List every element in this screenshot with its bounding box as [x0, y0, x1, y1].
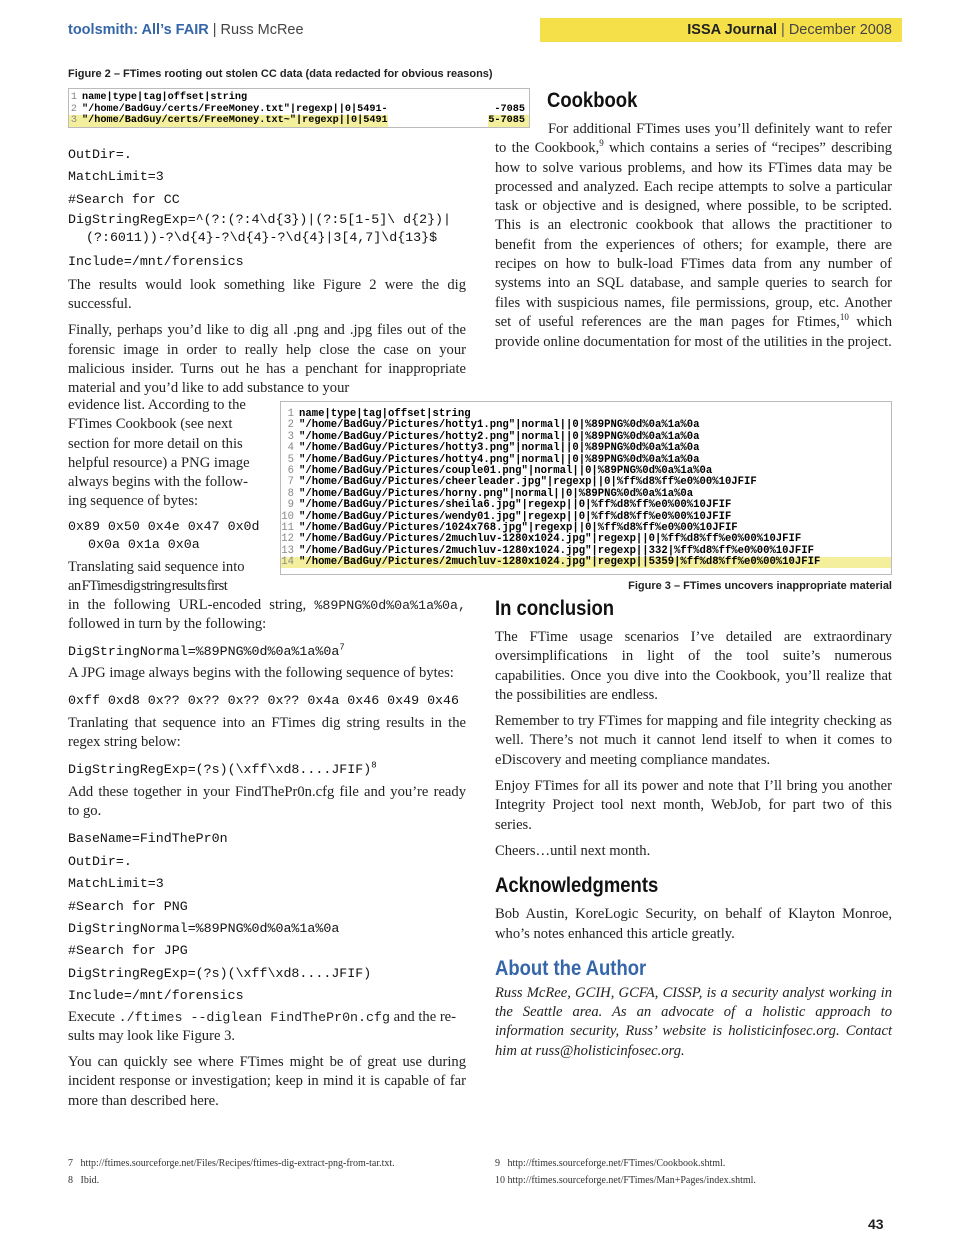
- line-number: 5: [287, 453, 294, 466]
- figure-3-line: [281, 534, 891, 545]
- figure-3-line: [281, 557, 891, 568]
- footnote-10: 10 http://ftimes.sourceforge.net/FTimes/Man+Pages/index.shtml.: [495, 1175, 756, 1186]
- header-author: Russ McRee: [220, 22, 304, 38]
- left-column-lower: [68, 596, 466, 1118]
- section-title-acknowledgments: Acknowledgments: [495, 874, 659, 898]
- config-block-findthepr0n: [68, 828, 466, 1007]
- line-number: 8: [287, 487, 294, 500]
- left-column: [68, 144, 466, 398]
- config-block-cc: [68, 144, 466, 211]
- paragraph-conclusion-1: The FTime usage scenarios I’ve detailed are extraordinary oversimplifications in light of the tool suite’s numerous capabilities. Once you dive into the Cookbook, you’ll realize that the possibilities are endless.: [495, 629, 892, 703]
- config-line: OutDir=.: [68, 147, 132, 162]
- code-dig-string-normal: $DigStringNormal=\%89PNG\%0d\%0a\%1a\%0a^7$: [68, 642, 345, 659]
- paragraph-finally: Finally, perhaps you’d like to dig all .png and .jpg files out of the forensic image in order to really help close the case on your malicious insider. Turns out he has a penchant for inappropriate material and you’d like to add substance to your: [68, 322, 466, 397]
- footnote-ref-9: 9: [599, 138, 604, 149]
- config-regex-cc: DigStringRegExp=^(?:(?:4\d{3})|(?:5[1-5]\ d{2})|(?:6011))-?\d{4}-?\d{4}-?\d{4}|3[4,7]\d{13}$: [68, 212, 452, 246]
- line-text: "/home/BadGuy/Pictures/sheila6.jpg"|regexp||0|%ff%d8%ff%e0%00%10JFIF: [299, 499, 732, 512]
- config-line: Include=/mnt/forensics: [68, 988, 244, 1004]
- config-line: BaseName=FindThePr0n: [68, 831, 228, 847]
- line-text: "/home/BadGuy/Pictures/hotty2.png"|normal||0|%89PNG%0d%0a%1a%0a: [299, 430, 700, 443]
- header-separator: |: [212, 22, 217, 38]
- line-number: 2: [70, 103, 77, 115]
- translating-line-2: an FTimes dig string results first: [68, 578, 228, 595]
- narrow-line: evidence list. According to the: [68, 397, 246, 413]
- png-bytes-line-2: 0x0a 0x1a 0x0a: [88, 536, 200, 552]
- journal-name: ISSA Journal: [687, 22, 777, 38]
- line-text: "/home/BadGuy/Pictures/1024x768.jpg"|regexp||0|%ff%d8%ff%e0%00%10JFIF: [299, 521, 738, 534]
- line-number: 1: [70, 92, 77, 103]
- narrow-line: ing sequence of bytes:: [68, 493, 199, 510]
- footnote-8: 8 Ibid.: [68, 1175, 100, 1186]
- png-bytes-line-1: 0x89 0x50 0x4e 0x47 0x0d: [68, 518, 260, 534]
- line-number: 13: [281, 544, 294, 557]
- line-text: name|type|tag|offset|string: [299, 408, 471, 420]
- figure-2-line: [69, 92, 529, 104]
- figure-3-caption: Figure 3 – FTimes uncovers inappropriate material: [628, 580, 892, 592]
- footnote-ref-8: 8: [371, 760, 377, 771]
- narrow-line: helpful resource) a PNG image: [68, 454, 250, 471]
- paragraph-cookbook: For additional FTimes uses you’ll definitely want to refer to the Cookbook,$^9$ which contains a series of “recipes” describing how to solve various problems, and how its FTimes data may be processed and analyzed. Each recipe attempts to solve a particular task or objective and is designed, where possible, to be scripted. This is an electronic cookbook that allows the practitioner to benefit from the experiences of others; for example, there are recipes on how to bulk-load FTimes data from any number of systems into an SQL database, and sample queries to search for files with suspicious names, file permissions, group, etc. Another set of useful references are the man pages for Ftimes,$^{10}$ which provide online documentation for most of the utilities in the project.: [495, 121, 892, 351]
- line-text: "/home/BadGuy/certs/FreeMoney.txt"|regexp||0|5491-: [82, 103, 388, 115]
- figure-2-line: [69, 104, 529, 116]
- running-header-left: [68, 20, 304, 44]
- line-text: "/home/BadGuy/Pictures/hotty3.png"|normal||0|%89PNG%0d%0a%1a%0a: [299, 442, 700, 455]
- narrow-line: always begins with the follow-: [68, 474, 248, 491]
- config-line: OutDir=.: [68, 853, 132, 869]
- figure-3-line: [281, 443, 891, 454]
- paragraph-add: Add these together in your FindThePr0n.cfg file and you’re ready to go.: [68, 783, 466, 819]
- line-text: "/home/BadGuy/Pictures/wendy01.jpg"|regexp||0|%ff%d8%ff%e0%00%10JFIF: [299, 510, 732, 523]
- line-text: "/home/BadGuy/Pictures/cheerleader.jpg"|regexp||0|%ff%d8%ff%e0%00%10JFIF: [299, 476, 757, 489]
- line-text: "/home/BadGuy/Pictures/couple01.png"|normal||0|%89PNG%0d%0a%1a%0a: [299, 464, 713, 477]
- paragraph-translating: in the following URL-encoded string, %89PNG%0d%0a%1a%0a, followed in turn by the following:: [68, 597, 466, 633]
- right-column-top: [495, 88, 892, 360]
- figure-3-code: [280, 401, 892, 575]
- line-number: 3: [70, 115, 77, 126]
- line-number: 11: [281, 521, 294, 534]
- section-title-about-author: About the Author: [495, 956, 647, 980]
- line-tail: -7085: [494, 103, 525, 115]
- config-line: #Search for JPG: [68, 943, 188, 959]
- config-line: DigStringNormal=%89PNG%0d%0a%1a%0a: [68, 920, 340, 936]
- line-text: "/home/BadGuy/Pictures/2muchluv-1280x1024.jpg"|regexp||5359|%ff%d8%ff%e0%00%10JFIF: [299, 556, 821, 569]
- paragraph-conclusion-2: Remember to try FTimes for mapping and file integrity checking as well. There’s not much it cannot lend itself to when it comes to eDiscovery and meeting compliance mandates.: [495, 713, 892, 768]
- paragraph-jpg: A JPG image always begins with the following sequence of bytes:: [68, 665, 454, 681]
- jpg-bytes: 0xff 0xd8 0x?? 0x?? 0x?? 0x?? 0x4a 0x46 0x49 0x46: [68, 693, 459, 709]
- config-line: MatchLimit=3: [68, 169, 164, 185]
- header-separator-right: |: [781, 22, 785, 38]
- paragraph-conclusion-4: Cheers…until next month.: [495, 842, 651, 859]
- code-dig-string-regexp: DigStringRegExp=(?s)(\xff\xd8....JFIF)$^8$: [68, 760, 377, 778]
- footnote-ref-10: 10: [839, 312, 849, 323]
- right-column-lower: [495, 596, 892, 1068]
- line-number: 7: [287, 476, 294, 489]
- line-text: "/home/BadGuy/Pictures/horny.png"|normal||0|%89PNG%0d%0a%1a%0a: [299, 487, 694, 500]
- paragraph-acknowledgments: Bob Austin, KoreLogic Security, on behalf of Klayton Monroe, who’s notes enhanced this article greatly.: [495, 906, 892, 942]
- redaction-gap: [388, 115, 489, 127]
- line-text: "/home/BadGuy/Pictures/2muchluv-1280x1024.jpg"|regexp||0|%ff%d8%ff%e0%00%10JFIF: [299, 533, 802, 546]
- left-column-narrow: [68, 396, 270, 596]
- column-name: toolsmith: All’s FAIR: [68, 22, 209, 38]
- paragraph-results: The results would look something like Figure 2 were the dig successful.: [68, 276, 466, 312]
- line-number: 9: [287, 499, 294, 512]
- paragraph-conclusion-3: Enjoy FTimes for all its power and note that I’ll bring you another Integrity Project tool next month, WebJob, for part two of this series.: [495, 778, 892, 833]
- line-number: 3: [287, 430, 294, 443]
- paragraph-execute: Execute ./ftimes --diglean FindThePr0n.cfg and the re- sults may look like Figure 3.: [68, 1008, 457, 1044]
- footnote-ref-7: 7: [339, 642, 345, 653]
- section-title-conclusion: In conclusion: [495, 597, 615, 620]
- figure-2-caption: Figure 2 – FTimes rooting out stolen CC data (data redacted for obvious reasons): [68, 68, 493, 80]
- line-number: 4: [287, 442, 294, 455]
- figure-2-line: [69, 115, 529, 127]
- redaction-gap: [388, 104, 495, 116]
- line-number: 12: [281, 533, 294, 546]
- paragraph-quickly: You can quickly see where FTimes might be of great use during incident response or investigation; keep in mind it is capable of far more than described here.: [68, 1054, 466, 1109]
- issue-date: December 2008: [788, 22, 892, 38]
- narrow-line: FTimes Cookbook (see next: [68, 416, 233, 433]
- line-text: "/home/BadGuy/Pictures/hotty1.png"|normal||0|%89PNG%0d%0a%1a%0a: [299, 419, 700, 432]
- footnote-7: 7 http://ftimes.sourceforge.net/Files/Recipes/ftimes-dig-extract-png-from-tar.txt.: [68, 1158, 395, 1169]
- running-header-right: [540, 18, 902, 42]
- figure-2-code: [68, 88, 530, 128]
- paragraph-about-author: Russ McRee, GCIH, GCFA, CISSP, is a security analyst working in the Seattle area. As an advocate of a holistic approach to information security, Russ’ website is holisticinfosec.org. Contact him at russ@holisticinfosec.org.: [495, 984, 892, 1059]
- section-title-cookbook: Cookbook: [547, 89, 638, 112]
- line-text: "/home/BadGuy/certs/FreeMoney.txt~"|regexp||0|5491: [82, 115, 388, 126]
- figure-3-line: [281, 500, 891, 511]
- line-text: name|type|tag|offset|string: [82, 92, 248, 103]
- config-line: DigStringRegExp=(?s)(\xff\xd8....JFIF): [68, 965, 372, 981]
- line-number: 10: [281, 510, 294, 523]
- paragraph-tranlating: Tranlating that sequence into an FTimes dig string results in the regex string below:: [68, 714, 466, 750]
- line-text: "/home/BadGuy/Pictures/hotty4.png"|normal||0|%89PNG%0d%0a%1a%0a: [299, 453, 700, 466]
- line-text: "/home/BadGuy/Pictures/2muchluv-1280x1024.jpg"|regexp||332|%ff%d8%ff%e0%00%10JFIF: [299, 544, 814, 557]
- line-number: 2: [287, 419, 294, 432]
- config-line: MatchLimit=3: [68, 876, 164, 892]
- footnote-9: 9 http://ftimes.sourceforge.net/FTimes/Cookbook.shtml.: [495, 1158, 726, 1169]
- line-tail: 5-7085: [488, 115, 525, 126]
- config-line: #Search for PNG: [68, 898, 188, 914]
- page-number: 43: [868, 1216, 884, 1232]
- line-number: 6: [287, 464, 294, 477]
- line-number: 14: [281, 556, 294, 569]
- narrow-line: section for more detail on this: [68, 435, 243, 452]
- translating-line-1: Translating said sequence into: [68, 558, 245, 575]
- config-include: Include=/mnt/forensics: [68, 254, 244, 270]
- paragraph-finally-narrow: [68, 396, 270, 512]
- config-line: #Search for CC: [68, 191, 180, 207]
- line-number: 1: [287, 408, 294, 420]
